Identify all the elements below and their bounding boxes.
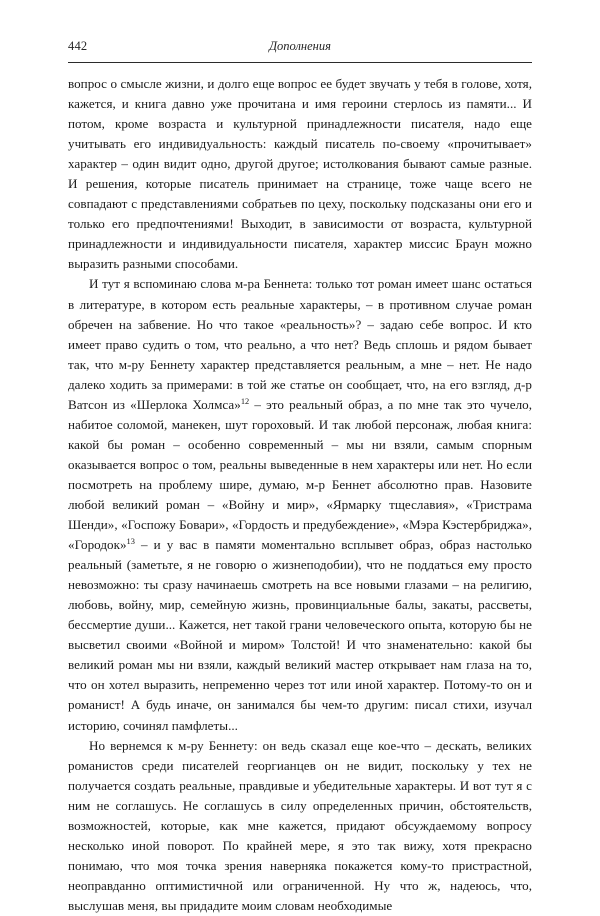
running-head [68, 40, 532, 60]
paragraph: вопрос о смысле жизни, и долго еще вопрос ее будет звучать у тебя в голове, хотя, кажется, и книга давно уже прочитана и имя героини стерлось из памяти... И потом, кроме возраста и культурной принадлежности писателя, надо еще учитывать его индивидуальность: каждый писатель по-своему «прочитывает» характер – один видит одно, другой другое; истолкования бывают самые разные. И решения, которые писатель принимает на странице, тоже чаще всего не совпадают с представлениями собратьев по цеху, поскольку подсказаны они его и только его предпочтениями! Выходит, в зависимости от возраста, культурной принадлежности и индивидуальности писателя, характер миссис Браун можно выразить разными способами. [68, 76, 532, 272]
body-text-block [68, 74, 532, 916]
running-head-title: Дополнения [269, 39, 331, 53]
paragraph: И тут я вспоминаю слова м-ра Беннета: только тот роман имеет шанс остаться в литературе, в котором есть реальные характеры, – в противном случае роман обречен на забвение. Но что такое «реальность»? – задаю себе вопрос. И кто имеет право судить о том, что реально, а что нет? Ведь сплошь и рядом бывает так, что м-ру Беннету характер представляется реальным, а мне – нет. Не надо далеко ходить за примерами: в той же статье он сообщает, что, на его взгляд, д-р Ватсон из «Шерлока Холмса»$^{12}$ – это реальный образ, а по мне так это чучело, набитое соломой, манекен, шут гороховый. И так любой персонаж, любая книга: какой бы роман – особенно современный – мы ни взяли, самым спорным оказывается вопрос о том, реальны выведенные в нем характеры или нет. Но если посмотреть на проблему шире, думаю, м-р Беннет абсолютно прав. Назовите любой великий роман – «Войну и мир», «Ярмарку тщеславия», «Тристрама Шенди», «Госпожу Бовари», «Гордость и предубеждение», «Мэра Кэстербриджа», «Городок»$^{13}$ – и у вас в памяти моментально всплывет образ, образ настолько реальный (заметьте, я не говорю о жизнеподобии), что не поддаться ему просто невозможно: ты сразу начинаешь смотреть на все новыми глазами – на религию, любовь, войну, мир, семейную жизнь, провинциальные балы, закаты, рассветы, бессмертие души... Кажется, нет такой грани человеческого опыта, которую бы не высветил своими «Войной и миром» Толстой! И что знаменательно: какой бы великий роман мы ни взяли, каждый великий мастер открывает нам глаза на то, что он хотел выразить, непременно через тот или иной характер. Потому-то он и романист! А будь иначе, он занимался бы чем-то другим: писал стихи, изучал историю, сочинял памфлеты... [68, 276, 532, 733]
page-number: 442 [68, 39, 88, 53]
header-rule [68, 62, 532, 63]
footnote-reference[interactable]: 12 [240, 396, 250, 406]
paragraph: Но вернемся к м-ру Беннету: он ведь сказал еще кое-что – дескать, великих романистов среди писателей георгианцев он не видит, поскольку у тех не получается создать реальные, правдивые и убедительные характеры. И вот тут я с ним не соглашусь. Не соглашусь в силу определенных причин, обстоятельств, возможностей, которые, как мне кажется, придают обсуждаемому вопросу несколько иной поворот. По крайней мере, я это так вижу, хотя прекрасно понимаю, что моя точка зрения наверняка покажется кому-то пристрастной, неоправданно оптимистичной или ограниченной. Ну что ж, надеюсь, что, выслушав меня, вы придадите моим словам необходимые [68, 737, 532, 913]
footnote-reference[interactable]: 13 [126, 537, 135, 547]
